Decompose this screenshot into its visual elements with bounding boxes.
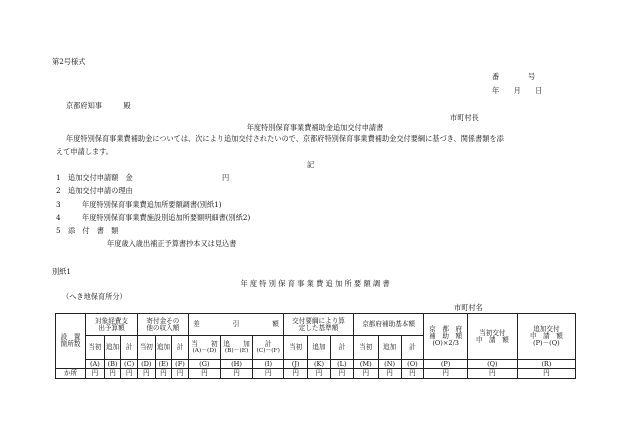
data-cell-d[interactable]: 円 (137, 369, 155, 379)
code-e: (E) (155, 360, 172, 369)
sub-koufu-kei: 計 (330, 336, 353, 360)
code-m: (M) (353, 360, 378, 369)
code-f: (F) (172, 360, 189, 369)
annex-label: 別紙1 (52, 267, 71, 276)
data-cell-r[interactable]: 円 (517, 369, 575, 379)
code-o: (O) (401, 360, 424, 369)
sub-kifu-tsuika: 追加 (155, 336, 172, 360)
item-4-text: 年度特別保育事業費施設別追加所要額明細書(別紙2) (82, 213, 251, 222)
sub-kifu-tousho: 当初 (137, 336, 155, 360)
code-r: (R) (517, 360, 575, 369)
data-cell-g[interactable]: 円 (188, 369, 220, 379)
data-cell-p[interactable]: 円 (424, 369, 468, 379)
col-taishou-header: 対象経費支 出予算額 (86, 314, 138, 336)
code-h: (H) (220, 360, 252, 369)
addressee: 京都府知事 殿 (66, 101, 131, 110)
item-1-text: 追加交付申請額 金 (68, 173, 133, 182)
item-5-num: 5 (56, 226, 61, 235)
item-2-text: 追加交付申請の理由 (68, 186, 133, 195)
date-label: 年 月 日 (492, 86, 543, 95)
ki-label: 記 (307, 160, 315, 169)
sender: 市町村長 (450, 113, 479, 122)
col-toushokoufu-header: 当初交付 申 請 額 (467, 314, 517, 360)
sub-taishou-tousho: 当初 (86, 336, 105, 360)
data-cell-e[interactable]: 円 (155, 369, 172, 379)
code-d: (D) (137, 360, 155, 369)
sub-sashi-tsuika: 追 加 (B)－(E) (220, 336, 252, 360)
sub-sashi-kei: 計 (C)－(F) (253, 336, 284, 360)
sub-taishou-kei: 計 (121, 336, 138, 360)
sub-sashi-tousho: 当 初 (A)－(D) (188, 336, 220, 360)
code-n: (N) (378, 360, 401, 369)
data-cell-b[interactable]: 円 (104, 369, 121, 379)
attachment-note: 年度歳入歳出補正予算書抄本又は見込書 (107, 239, 237, 248)
sub-kijun-tousho: 当初 (353, 336, 378, 360)
application-body-line1: 年度特別保育事業費補助金については、次により追加交付されたいので、京都府特別保育事業費補助金交付要綱に基づき、関係書類を添 (66, 134, 504, 143)
item-3-text: 年度特別保育事業費追加所要額調書(別紙1) (82, 200, 222, 209)
item-5-text: 添 付 書 類 (68, 226, 119, 235)
data-cell-h[interactable]: 円 (220, 369, 252, 379)
sub-kijun-kei: 計 (401, 336, 424, 360)
data-cell-i[interactable]: 円 (253, 369, 284, 379)
data-cell-q[interactable]: 円 (467, 369, 517, 379)
col-sashihiki-header: 差 引 額 (188, 314, 283, 336)
code-c: (C) (121, 360, 138, 369)
annex-subtitle: （へき地保育所分） (62, 292, 127, 301)
data-cell-a[interactable]: 円 (86, 369, 105, 379)
data-cell-c[interactable]: 円 (121, 369, 138, 379)
col-koufu-header: 交付要綱により算 定した基準額 (284, 314, 354, 336)
requirements-table (55, 313, 576, 379)
code-p: (P) (424, 360, 468, 369)
sub-koufu-tousho: 当初 (284, 336, 308, 360)
document-number-label: 番 号 (492, 72, 536, 81)
data-cell-m[interactable]: 円 (353, 369, 378, 379)
facilities-header: 設 置 箇所数 (56, 314, 86, 369)
form-number: 第2号様式 (52, 57, 86, 66)
data-cell-n[interactable]: 円 (378, 369, 401, 379)
code-l: (L) (330, 360, 353, 369)
item-3-num: 3 (56, 200, 61, 209)
code-j: (J) (284, 360, 308, 369)
data-cell-facilities[interactable]: か所 (56, 369, 86, 379)
sub-koufu-tsuika: 追加 (308, 336, 331, 360)
sub-taishou-tsuika: 追加 (104, 336, 121, 360)
data-cell-j[interactable]: 円 (284, 369, 308, 379)
item-1-unit: 円 (222, 173, 230, 182)
code-k: (K) (308, 360, 331, 369)
item-4-num: 4 (56, 213, 61, 222)
application-body-line2: えて申請します。 (56, 147, 113, 156)
col-kijun-header: 京都府補助基本額 (353, 314, 424, 336)
code-g: (G) (188, 360, 220, 369)
code-a: (A) (86, 360, 105, 369)
code-b: (B) (104, 360, 121, 369)
data-cell-k[interactable]: 円 (308, 369, 331, 379)
col-kifu-header: 寄付金その 他の収入額 (137, 314, 188, 336)
code-i: (I) (253, 360, 284, 369)
data-cell-o[interactable]: 円 (401, 369, 424, 379)
data-cell-l[interactable]: 円 (330, 369, 353, 379)
sub-kifu-kei: 計 (172, 336, 189, 360)
code-q: (Q) (467, 360, 517, 369)
item-2-num: 2 (56, 186, 61, 195)
annex-title: 年 度 特 別 保 育 事 業 費 追 加 所 要 額 調 書 (240, 279, 390, 288)
application-title: 年度特別保育事業費補助金追加交付申請書 (246, 123, 384, 132)
data-cell-f[interactable]: 円 (172, 369, 189, 379)
col-kyoto-hojo-header: 京 都 府 補 助 額 (O)×2/3 (424, 314, 468, 360)
item-1-num: 1 (56, 173, 61, 182)
col-tsuika-header: 追加交付 申 請 額 (P)－(Q) (517, 314, 575, 360)
municipality-label: 市町村名 (454, 303, 483, 312)
sub-kijun-tsuika: 追加 (378, 336, 401, 360)
